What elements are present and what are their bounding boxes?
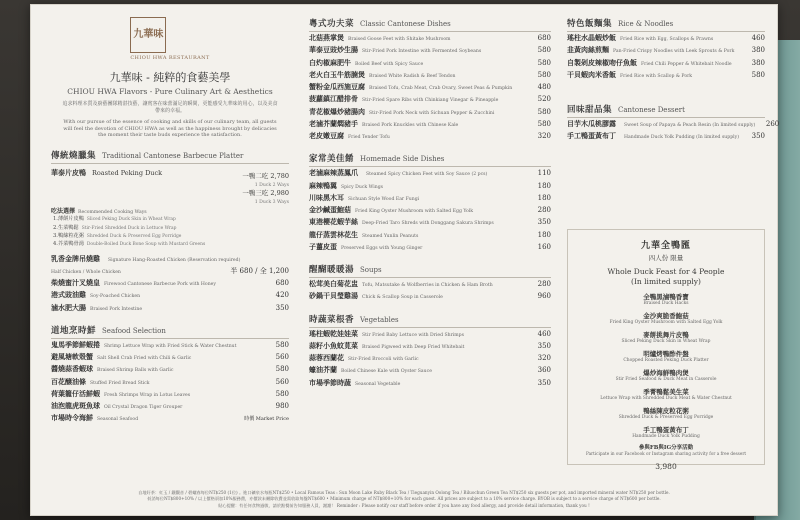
item-price: 580 <box>537 46 551 55</box>
price-en: 1 Duck 2 Ways <box>254 182 289 188</box>
item-name: 柴燒蜜汁叉燒皇 <box>51 278 100 288</box>
section-cantonese-header <box>309 17 551 32</box>
price: 2,780 <box>270 171 289 180</box>
section-dessert-header <box>567 103 765 118</box>
item-en: Steamed Yunlin Peanuts <box>362 233 419 239</box>
item-en: Stir-Fried Spare Ribs with Chinkiang Vinegar & Pineapple <box>362 98 499 104</box>
list-item <box>51 215 289 223</box>
item-name: 手工鴨蛋黃布丁 <box>567 131 616 141</box>
item-price: 560 <box>275 353 289 362</box>
column-left <box>51 15 289 425</box>
item-price: 560 <box>275 377 289 386</box>
method-en: Shredded Duck & Preserved Egg Porridge <box>86 233 182 239</box>
item-en: Fried Chili Pepper & Whitebait Noodle <box>641 61 732 67</box>
item-en: Salt Shell Crab Fried with Chili & Garlic <box>97 356 192 362</box>
item-name: 乳香金牌吊燒雞 <box>51 253 100 263</box>
item-name: 蒜蓉西蘭花 <box>309 353 344 362</box>
item-name: 荷葉籠仔活鮮蝦 <box>51 388 100 398</box>
item-price: 980 <box>275 402 289 411</box>
item-name: 明爐烤鴨酢件盤 <box>643 349 689 358</box>
item-en: Handmade Duck Yolk Pudding <box>632 433 700 439</box>
item-name: 手工鴨蛋黃布丁 <box>643 425 689 434</box>
logo-seal-icon: 九華味 <box>130 17 166 53</box>
item-price: 320 <box>537 354 551 362</box>
promo-en: Participate in our Facebook or Instagram sharing activity for a free dessert <box>586 450 746 456</box>
menu-item <box>51 363 289 375</box>
price: 2,980 <box>270 188 289 197</box>
section-title-en: Classic Cantonese Dishes <box>360 20 451 28</box>
item-en: Fried Tender Tofu <box>348 135 390 140</box>
item-en: Pan-Fried Crispy Noodles with Leek Sprouts & Pork <box>613 49 735 55</box>
feast-item <box>574 292 758 306</box>
menu-item <box>567 118 780 130</box>
menu-item <box>309 278 551 290</box>
section-title-en: Vegetables <box>360 315 399 324</box>
footer-line: 自地好茶：紅玉 / 鐵觀音 / 碧螺春每位NT$250 (1位) 。進口礦泉水每瓶NT$250 • Local Famous Teas : Sun Moon Lake Ruby Black Tea / Tieguanyin Oolong Tea / Biluochun Green Tea NT$250 six guests per pot, and imported mineral water NT$250 per bottle. <box>138 490 670 496</box>
item-en: Shredded Duck & Preserved Egg Porridge <box>618 414 714 420</box>
menu-item <box>309 69 551 81</box>
item-name: 麻辣鴨翼 <box>309 180 337 190</box>
method-zh: 1.薄餅片皮鴨 <box>53 216 84 223</box>
item-price: 580 <box>275 389 289 398</box>
item-name: 滷水肥大腸 <box>51 302 86 312</box>
item-name: 金沙爽脆香鮑菇 <box>643 311 689 320</box>
item-en: Spicy Duck Wings <box>341 184 384 190</box>
menu-item <box>309 106 551 118</box>
section-homemade-header <box>309 152 551 167</box>
section-soups-header <box>309 263 551 278</box>
item-price: 260 <box>765 120 780 128</box>
item-name: 瑤柱蝦乾娃娃菜 <box>309 328 358 338</box>
menu-item <box>309 81 551 93</box>
item-name: 目芋木瓜桃膠露 <box>567 119 616 128</box>
footer-line: 貼心提醒：有任何食物過敏，請於點餐前告知服務人員，謝謝！ Reminder : Please notify our staff before order if you have any food allergy, and provide detail information, thank you ! <box>218 502 590 508</box>
item-en: Fresh Shrimps Wrap in Lotus Leaves <box>104 392 191 398</box>
item-name: 市場時令海鮮 <box>51 413 93 423</box>
intro-subtitle: CHIOU HWA Flavors - Pure Culinary Art & Aesthetics <box>67 87 273 96</box>
item-price: 380 <box>751 46 765 55</box>
price-label: 一鴨三吃 <box>242 188 269 197</box>
cooking-ways-header <box>51 206 289 215</box>
section-title: 時蔬菜根香 <box>309 314 355 325</box>
feast-promo <box>574 443 758 456</box>
item-price: 680 <box>275 279 289 288</box>
item-en: Steamed Spicy Chicken Feet with Soy Sauce (2 pcs) <box>366 172 488 178</box>
item-en: Fried King Oyster Mushroom with Salted Egg Yolk <box>609 319 723 325</box>
item-price: 280 <box>537 206 551 214</box>
item-name: 鴨絲陳皮粒花粥 <box>643 406 689 415</box>
method-en: Sliced Peking Duck Skin in Wheat Wrap <box>86 217 176 223</box>
feast-price: 3,980 <box>655 461 677 471</box>
menu-item <box>309 167 551 179</box>
method-zh: 4.芥菜鴨骨湯 <box>53 241 84 248</box>
item-en: Sweet Soup of Papaya & Peach Resin (In limited supply) <box>624 123 756 128</box>
item-en: Boiled Beef with Spicy Sauce <box>355 61 424 67</box>
feast-subtitle: 四人份 限量 <box>648 254 684 262</box>
item-name: 川味黑木耳 <box>309 192 344 202</box>
item-en: Fried King Oyster Mushroom with Salted Egg Yolk <box>355 209 474 214</box>
item-en: Fried Rice with Egg, Scallops & Prawns <box>620 37 714 42</box>
item-name: 油泡龍虎斑魚球 <box>51 401 100 411</box>
item-price: 110 <box>537 169 551 178</box>
menu-item <box>567 44 765 56</box>
item-en: Braised Shrimp Balls with Garlic <box>97 368 174 374</box>
item-price: 350 <box>537 378 551 387</box>
menu-item <box>309 340 551 352</box>
item-name: 麥餅挑舞片皮鴨 <box>643 330 689 339</box>
duck-prices <box>242 172 289 207</box>
menu-item <box>309 364 551 376</box>
method-en: Double-Boiled Duck Bone Soup with Mustard Greens <box>86 242 206 248</box>
column-right <box>567 15 780 471</box>
intro-title: 九華味 - 純粹的食藝美學 <box>109 71 231 84</box>
feast-title-en2: (In limited supply) <box>631 276 701 286</box>
feast-item <box>574 387 758 401</box>
menu-item <box>567 57 765 69</box>
section-seafood-header <box>51 324 289 339</box>
section-title: 粵式功夫菜 <box>309 19 355 29</box>
item-en: Oil Crystal Dragon Tiger Grouper <box>104 405 183 411</box>
methods-label-en: Recommended Cooking Ways <box>78 210 147 216</box>
section-bbq-header <box>51 149 289 164</box>
item-price: 580 <box>537 70 551 79</box>
brand-logo <box>51 17 289 61</box>
item-en: Stir-Fried Broccoli with Garlic <box>348 357 419 362</box>
price-label: 一鴨二吃 <box>242 171 269 180</box>
menu-item <box>51 302 289 314</box>
menu-item <box>309 204 551 216</box>
menu-item <box>51 265 289 277</box>
item-name: 老滷麻辣蒸鳳爪 <box>309 168 358 178</box>
item-name: 蒜籽小魚蚊莧菜 <box>309 340 358 350</box>
item-name: 龍仔蒸雲林花生 <box>309 229 358 239</box>
item-en: Braised Goose Feet with Shitake Mushroom <box>348 37 451 42</box>
item-price: 時價 Market Price <box>244 416 289 423</box>
item-en: Fried Rice with Scallop & Pork <box>620 73 693 79</box>
item-name: 市場季節時蔬 <box>309 377 351 387</box>
item-price: 420 <box>275 291 289 300</box>
menu-item <box>51 351 289 363</box>
section-title-en: Seafood Selection <box>102 326 166 335</box>
method-zh: 2.生菜鴨鬆 <box>53 224 79 231</box>
item-name: 百花醸油條 <box>51 376 86 386</box>
item-price: 180 <box>537 181 551 190</box>
item-price: 580 <box>537 107 551 116</box>
menu-item <box>309 32 551 44</box>
feast-item <box>574 406 758 420</box>
item-name: 港式豉油雞 <box>51 290 86 300</box>
item-name: 干貝蝦肉米香飯 <box>567 69 616 79</box>
menu-item <box>309 93 551 105</box>
menu-item <box>567 130 765 142</box>
menu-item <box>51 277 289 289</box>
item-en: Boiled Chinese Kale with Oyster Sauce <box>341 369 432 375</box>
item-price: 480 <box>537 83 551 91</box>
item-name: 蠔油芥蘭 <box>309 365 337 375</box>
menu-item <box>51 412 289 424</box>
item-price: 半 680 / 全 1,200 <box>230 266 289 275</box>
menu-item <box>51 253 289 265</box>
item-name: 季菁鴨鬆美生菜 <box>643 387 689 396</box>
promo-zh: 參與FB與IG分享活動 <box>638 444 694 451</box>
section-title: 特色飯麵集 <box>567 19 613 29</box>
item-name: 華泰豆豉炒生腸 <box>309 45 358 55</box>
item-price: 580 <box>275 365 289 374</box>
item-en: Stir Fried Seafood & Duck Meat in Casserole <box>615 376 717 382</box>
menu-item <box>51 289 289 301</box>
feast-item <box>574 330 758 344</box>
footer-line: 低消每位NT$800+10% / 以上價格須加10%服務費，亦價款未刪除收費並需收取每盤NT$600 • Minimum charge of NT$800+10% for each guest. All prices are subject to a 10% service charge. BYOB is subject to a service charge of NT$600 per bottle. <box>147 496 661 502</box>
item-en: Firewood Cantonese Barbecue Pork with Honey <box>104 282 216 288</box>
price-en: 1 Duck 3 Ways <box>254 200 289 206</box>
item-price: 160 <box>537 242 551 251</box>
section-rice-header <box>567 17 765 32</box>
item-en: Signature Hang-Roasted Chicken (Reservation required) <box>108 257 241 263</box>
item-en: Chopped Roasted Peking Duck Platter <box>623 357 709 363</box>
item-price: 280 <box>537 280 551 288</box>
section-title: 醒醐暖暖湯 <box>309 265 355 275</box>
intro-zh: 追求料理本質及廚藝團隊精湛技藝，讓賓客在味蕾滿足的瞬間，更能感受九華味的用心，以及美食帶來的幸福。 <box>62 101 278 114</box>
menu-item <box>309 216 551 228</box>
menu-footer <box>51 490 757 509</box>
item-price: 580 <box>275 340 289 349</box>
item-en: Stir Fried Baby Lettuce with Dried Shrimps <box>362 332 464 338</box>
item-en: Deep-Fried Taro Shreds with Donggang Sakura Shrimps <box>362 221 494 227</box>
menu-item <box>309 229 551 241</box>
item-name: 菠蘿鎮江醋排骨 <box>309 94 358 104</box>
menu-item <box>309 130 551 142</box>
menu-item <box>309 241 551 253</box>
menu-item <box>309 377 551 389</box>
price-en: Half Chicken / Whole Chicken <box>51 269 121 275</box>
section-title-en: Rice & Noodles <box>618 20 674 28</box>
item-name: 全鴨黑滷鴨香寶 <box>643 292 689 301</box>
item-name: 老火白玉牛筋腩煲 <box>309 69 365 79</box>
item-price: 960 <box>537 292 551 301</box>
item-name: 鬼馬季節鮮蝦捲 <box>51 339 100 349</box>
item-name: 爆炒海鮮鴨肉煲 <box>643 368 689 377</box>
section-title: 家常美佳餚 <box>309 154 355 165</box>
cooking-ways-list <box>51 215 289 248</box>
item-en: Braised White Radish & Beef Tendon <box>369 73 456 79</box>
item-name: 子薑皮蛋 <box>309 241 337 251</box>
item-name: 老皮嫩豆腐 <box>309 131 344 140</box>
feast-item <box>574 425 758 439</box>
item-price: 580 <box>537 58 551 67</box>
item-price: 350 <box>537 341 551 350</box>
item-en: Stuffed Fried Bread Stick <box>90 380 150 386</box>
menu-item <box>309 192 551 204</box>
item-en: Shrimp Lettuce Wrap with Fried Stick & Water Chestnut <box>104 343 237 349</box>
methods-label: 吃法選擇 <box>51 208 76 216</box>
item-en: Braised Duck Hacks <box>643 300 689 306</box>
item-name: 瑤柱水晶蝦炒飯 <box>567 33 616 42</box>
section-title-en: Homemade Side Dishes <box>360 155 445 164</box>
menu-item <box>309 290 551 302</box>
list-item <box>51 224 289 232</box>
item-price: 580 <box>537 119 551 128</box>
item-name: 松茸美白菊花盅 <box>309 279 358 288</box>
item-name: 自製剁皮辣椒吻仔魚飯 <box>567 57 637 67</box>
menu-item <box>309 118 551 130</box>
item-name: 避風塘軟殼蟹 <box>51 352 93 362</box>
method-en: Stir-Fried Shredded Duck in Lettuce Wrap <box>81 225 177 231</box>
item-price: 680 <box>537 34 551 42</box>
item-en: Tofu, Matsutake & Wolfberries in Chicken & Ham Broth <box>362 283 493 288</box>
menu-sheet <box>30 4 778 516</box>
item-en: Braised Pigweed with Deep Fried Whitebait <box>362 344 465 350</box>
item-price: 580 <box>751 70 765 79</box>
item-name: 白灼椒麻肥牛 <box>309 57 351 67</box>
item-en: Sliced Peking Duck Skin in Wheat Wrap <box>621 338 711 344</box>
item-name: 北菇燕掌煲 <box>309 33 344 42</box>
item-name: 華泰片皮鴨 <box>51 167 86 177</box>
item-en: Soy-Poached Chicken <box>90 294 141 300</box>
list-item <box>51 240 289 248</box>
item-en: Sichuan Style Wood Ear Fungi <box>348 196 420 202</box>
item-name: 青花椒爆炒豬腸肉 <box>309 106 365 116</box>
menu-item <box>309 57 551 69</box>
menu-item <box>51 388 289 400</box>
feast-title: 九華全鴨匯 <box>640 241 691 251</box>
menu-item <box>309 328 551 340</box>
menu-item <box>309 180 551 192</box>
feast-item <box>574 368 758 382</box>
menu-item <box>51 339 289 351</box>
item-price: 380 <box>751 58 765 67</box>
item-price: 350 <box>751 132 765 141</box>
menu-item <box>51 400 289 412</box>
feast-item <box>574 349 758 363</box>
intro-en: With our pursue of the essence of cooking and skills of our culinary team, all guests will feel the devotion of CHIOU HWA as well as the happiness brought by delicacies the moment their taste buds experience the satisfaction. <box>63 119 277 138</box>
item-price: 460 <box>537 329 551 338</box>
item-name: 東港櫻花蝦芋絲 <box>309 217 358 227</box>
section-title: 回味甜品集 <box>567 105 613 115</box>
item-en: Chick & Scallop Soup in Casserole <box>362 295 443 301</box>
menu-item <box>567 32 765 44</box>
menu-item <box>567 69 765 81</box>
item-en: Lettuce Wrap with Shredded Duck Meat & Water Chestnut <box>600 395 732 401</box>
item-name: 蟹粉金瓜西施豆腐 <box>309 82 365 91</box>
item-price: 180 <box>537 193 551 202</box>
item-name: 韭黃肉絲煎麵 <box>567 45 609 55</box>
item-price: 180 <box>537 230 551 239</box>
item-en: Stir-Fried Pork Neck with Sichuan Pepper & Zucchini <box>369 110 495 116</box>
feast-item <box>574 311 758 325</box>
item-price: 360 <box>537 366 551 375</box>
menu-item <box>309 44 551 56</box>
item-en: Braised Tofu, Crab Meat, Crab Ovary, Sweet Peas & Pumpkin <box>369 86 513 91</box>
section-title: 道地烹時鮮 <box>51 325 97 336</box>
logo-text: CHIOU HWA RESTAURANT <box>130 55 210 61</box>
list-item <box>51 232 289 240</box>
item-en: Braised Pork Intestine <box>90 306 143 312</box>
section-title-en: Soups <box>360 266 382 274</box>
item-en: Braised Pork Knuckles with Chinese Kale <box>362 122 459 128</box>
section-vegetables-header <box>309 313 551 328</box>
item-price: 350 <box>537 218 551 227</box>
item-name: 醬燒蒜香蝦球 <box>51 364 93 374</box>
feast-title-en: Whole Duck Feast for 4 People <box>607 267 725 276</box>
item-price: 460 <box>751 34 765 42</box>
section-title: 傳統燒臘集 <box>51 150 97 161</box>
item-price: 350 <box>275 303 289 312</box>
menu-item <box>309 352 551 364</box>
menu-item <box>51 376 289 388</box>
column-middle <box>309 15 551 389</box>
section-title-en: Traditional Cantonese Barbecue Platter <box>102 151 244 160</box>
item-en: Stir-Fried Pork Intestine with Fermented Soybeans <box>362 49 482 55</box>
item-name: 砂鍋干貝瑩雞湯 <box>309 291 358 301</box>
item-name: 老滷芥蘭燜豬手 <box>309 118 358 128</box>
item-price: 320 <box>537 132 551 140</box>
item-en: Preserved Eggs with Young Ginger <box>341 245 423 251</box>
item-en: Seasonal Seafood <box>97 417 139 423</box>
item-en: Seasonal Vegetable <box>355 381 401 387</box>
item-name: 金沙鹹蛋鮑菇 <box>309 205 351 214</box>
duck-feast-box <box>567 229 765 471</box>
item-en: Handmade Duck Yolk Pudding (In limited supply) <box>624 135 739 141</box>
section-title-en: Cantonese Dessert <box>618 106 685 114</box>
item-en: Roasted Peking Duck <box>92 168 163 177</box>
method-zh: 3.鴨絲粒花粥 <box>53 232 84 239</box>
item-price: 520 <box>537 95 551 104</box>
